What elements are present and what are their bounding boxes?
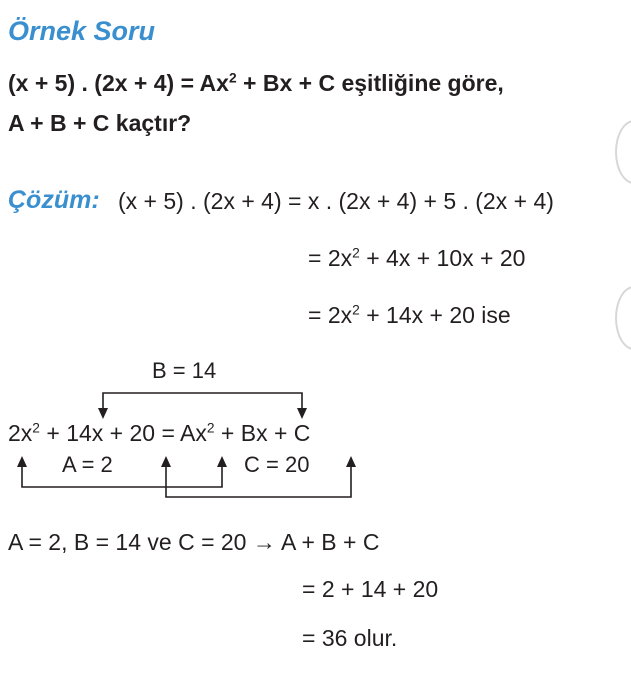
question-line-1-pre: (x + 5) . (2x + 4) = Ax (8, 70, 229, 96)
a-arrow-right-icon (217, 456, 227, 467)
matching-equation-post: + Bx + C (214, 420, 311, 446)
matching-left-exponent: 2 (32, 420, 40, 436)
c-arrow-right-icon (346, 456, 356, 467)
solution-step-3-exponent: 2 (352, 302, 360, 318)
c-label: C = 20 (244, 452, 310, 477)
matching-equation (8, 420, 310, 447)
b-bracket-line (103, 393, 302, 412)
final-line-1: A = 2, B = 14 ve C = 20 → A + B + C (8, 529, 380, 555)
question-line-1-post: + Bx + C eşitliğine göre, (236, 70, 504, 96)
solution-step-1: (x + 5) . (2x + 4) = x . (2x + 4) + 5 . (2x + 4) (118, 188, 554, 214)
a-bracket (17, 456, 227, 487)
a-label: A = 2 (62, 452, 113, 477)
example-title: Örnek Soru (8, 16, 156, 46)
a-bracket-line (22, 466, 222, 487)
final-line-3: = 36 olur. (302, 625, 398, 651)
solution-step-3-pre: = 2x (308, 302, 353, 328)
solution-step-3-post: + 14x + 20 ise (359, 302, 511, 328)
solution-step-2-post: + 4x + 10x + 20 (359, 245, 526, 271)
solution-label: Çözüm: (8, 186, 100, 214)
b-label: B = 14 (152, 358, 217, 383)
b-arrow-right-icon (297, 408, 307, 419)
c-arrow-left-icon (161, 456, 171, 467)
solution-step-2-pre: = 2x (308, 245, 353, 271)
question-line-2: A + B + C kaçtır? (8, 110, 192, 136)
b-arrow-left-icon (98, 408, 108, 419)
matching-equation-pre: 2x (8, 420, 33, 446)
matching-right-exponent: 2 (206, 420, 215, 436)
question-exponent: 2 (228, 70, 237, 86)
solution-step-2-exponent: 2 (352, 245, 360, 261)
matching-equation-mid: + 14x + 20 = Ax (39, 420, 207, 446)
b-bracket (98, 393, 307, 419)
a-arrow-left-icon (17, 456, 27, 467)
final-line-2: = 2 + 14 + 20 (302, 576, 439, 602)
